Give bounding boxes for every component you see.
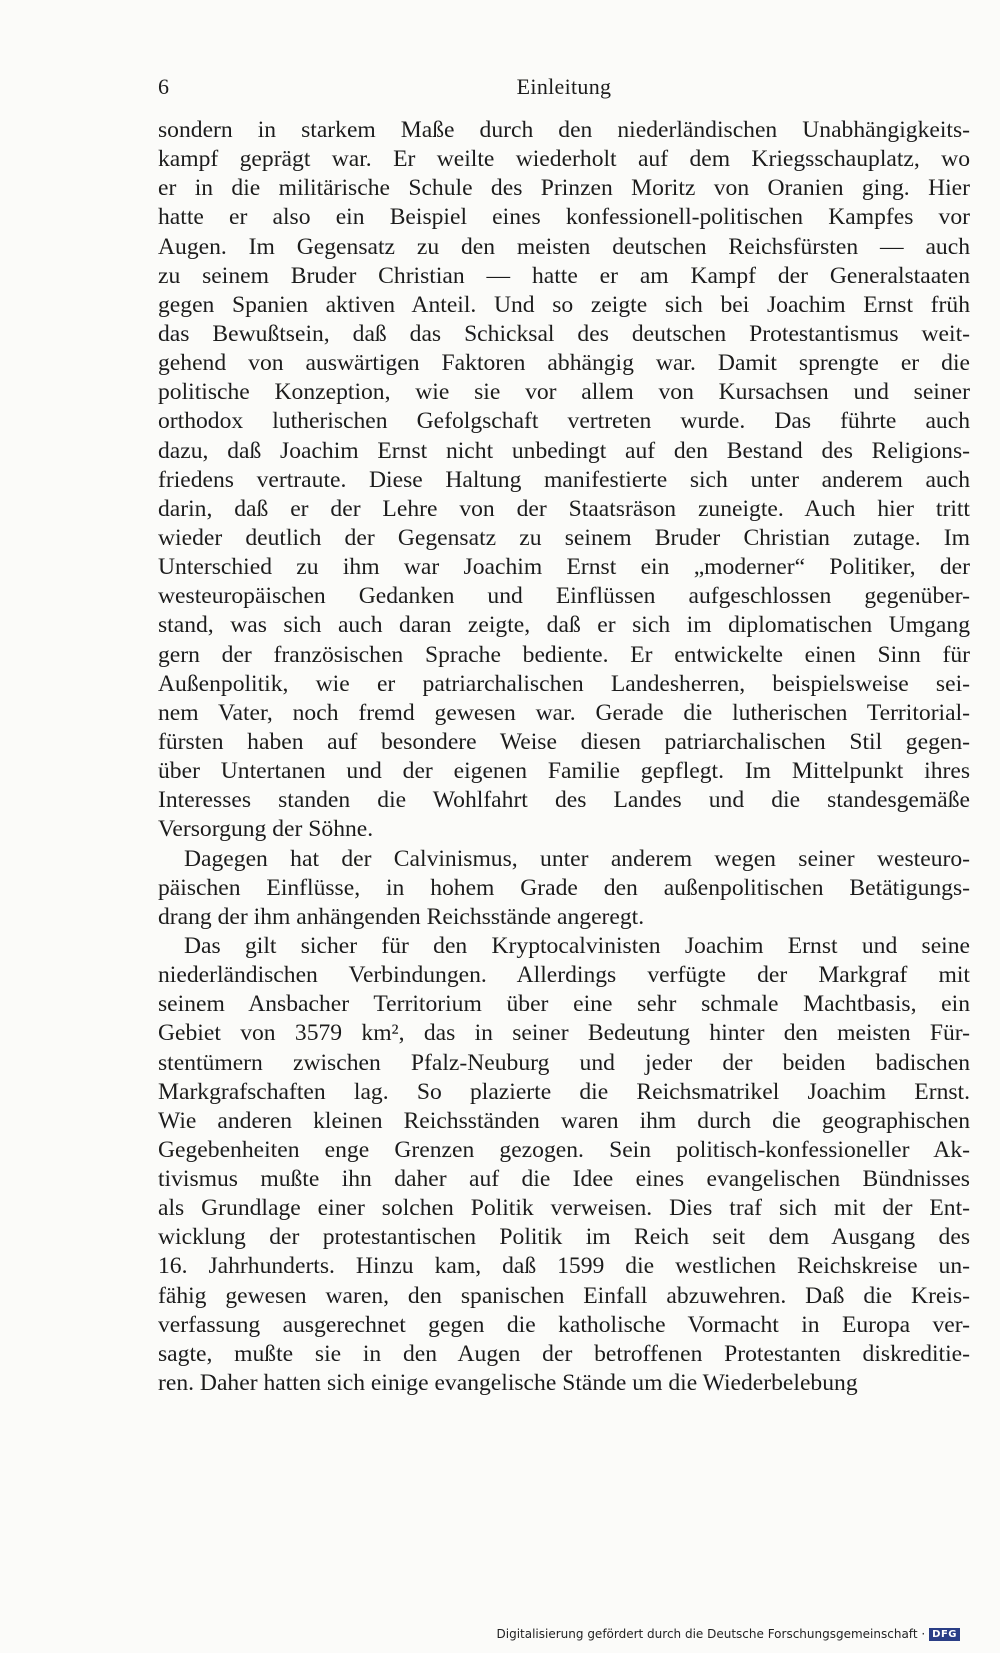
text-line: dazu, daß Joachim Ernst nicht unbedingt auf den Bestand des Religions-	[158, 437, 970, 464]
paragraph	[158, 845, 970, 932]
body-text	[158, 116, 970, 1398]
text-line: sagte, mußte sie in den Augen der betroffenen Protestanten diskreditie-	[158, 1340, 970, 1367]
page-header	[158, 74, 970, 114]
text-line: verfassung ausgerechnet gegen die katholische Vormacht in Europa ver-	[158, 1311, 970, 1338]
text-line: hatte er also ein Beispiel eines konfessionell-politischen Kampfes vor	[158, 204, 970, 231]
text-line: westeuropäischen Gedanken und Einflüssen aufgeschlossen gegenüber-	[158, 583, 970, 610]
text-line: Das gilt sicher für den Kryptocalvinisten Joachim Ernst und seine	[184, 932, 970, 959]
text-line: ren. Daher hatten sich einige evangelische Stände um die Wiederbelebung	[158, 1370, 858, 1397]
text-line: gegen Spanien aktiven Anteil. Und so zeigte sich bei Joachim Ernst früh	[158, 291, 970, 318]
text-line: nem Vater, noch fremd gewesen war. Gerade die lutherischen Territorial-	[158, 699, 970, 726]
text-line: über Untertanen und der eigenen Familie gepflegt. Im Mittelpunkt ihres	[158, 758, 970, 785]
paragraph	[158, 932, 970, 1398]
text-line: zu seinem Bruder Christian — hatte er am Kampf der Generalstaaten	[158, 262, 970, 289]
text-line: kampf geprägt war. Er weilte wiederholt auf dem Kriegsschauplatz, wo	[158, 146, 970, 173]
text-line: tivismus mußte ihn daher auf die Idee eines evangelischen Bündnisses	[158, 1166, 970, 1193]
text-line: stentümern zwischen Pfalz-Neuburg und jeder der beiden badischen	[158, 1049, 970, 1076]
text-line: seinem Ansbacher Territorium über eine sehr schmale Machtbasis, ein	[158, 991, 970, 1018]
text-line: Augen. Im Gegensatz zu den meisten deutschen Reichsfürsten — auch	[158, 233, 970, 260]
text-line: päischen Einflüsse, in hohem Grade den außenpolitischen Betätigungs-	[158, 874, 970, 901]
text-line: das Bewußtsein, daß das Schicksal des deutschen Protestantismus weit-	[158, 320, 970, 347]
text-line: drang der ihm anhängenden Reichsstände angeregt.	[158, 903, 645, 930]
page-number: 6	[158, 74, 169, 99]
text-line: fähig gewesen waren, den spanischen Einfall abzuwehren. Daß die Kreis-	[158, 1282, 970, 1309]
dfg-logo: DFG	[929, 1628, 960, 1641]
text-line: Markgrafschaften lag. So plazierte die Reichsmatrikel Joachim Ernst.	[158, 1078, 970, 1105]
text-line: Außenpolitik, wie er patriarchalischen Landesherren, beispielsweise sei-	[158, 670, 970, 697]
text-line: Wie anderen kleinen Reichsständen waren ihm durch die geographischen	[158, 1107, 970, 1134]
text-line: gern der französischen Sprache bediente. Er entwickelte einen Sinn für	[158, 641, 970, 668]
text-line: gehend von auswärtigen Faktoren abhängig war. Damit sprengte er die	[158, 350, 970, 377]
text-line: niederländischen Verbindungen. Allerdings verfügte der Markgraf mit	[158, 962, 970, 989]
text-line: fürsten haben auf besondere Weise diesen patriarchalischen Stil gegen-	[158, 728, 970, 755]
text-line: als Grundlage einer solchen Politik verweisen. Dies traf sich mit der Ent-	[158, 1195, 970, 1222]
text-line: darin, daß er der Lehre von der Staatsräson zuneigte. Auch hier tritt	[158, 495, 970, 522]
text-line: Versorgung der Söhne.	[158, 816, 374, 843]
footer-credit-text: Digitalisierung gefördert durch die Deutsche Forschungsgemeinschaft ·	[496, 1627, 926, 1641]
text-line: Interesses standen die Wohlfahrt des Landes und die standesgemäße	[158, 787, 970, 814]
running-head: Einleitung	[516, 74, 612, 99]
text-line: Gebiet von 3579 km², das in seiner Bedeutung hinter den meisten Für-	[158, 1020, 970, 1047]
digitization-footer	[497, 1627, 960, 1641]
text-line: politische Konzeption, wie sie vor allem von Kursachsen und seiner	[158, 379, 970, 406]
text-line: friedens vertraute. Diese Haltung manifestierte sich unter anderem auch	[158, 466, 970, 493]
text-line: orthodox lutherischen Gefolgschaft vertreten wurde. Das führte auch	[158, 408, 970, 435]
text-line: Unterschied zu ihm war Joachim Ernst ein „moderner“ Politiker, der	[158, 554, 970, 581]
text-line: Dagegen hat der Calvinismus, unter anderem wegen seiner westeuro-	[184, 845, 970, 872]
text-line: wieder deutlich der Gegensatz zu seinem Bruder Christian zutage. Im	[158, 524, 970, 551]
paragraph	[158, 116, 970, 845]
text-line: Gegebenheiten enge Grenzen gezogen. Sein politisch-konfessioneller Ak-	[158, 1136, 970, 1163]
text-line: sondern in starkem Maße durch den niederländischen Unabhängigkeits-	[158, 117, 970, 143]
text-line: stand, was sich auch daran zeigte, daß er sich im diplomatischen Umgang	[158, 612, 970, 639]
text-line: 16. Jahrhunderts. Hinzu kam, daß 1599 die westlichen Reichskreise un-	[158, 1253, 970, 1280]
text-line: er in die militärische Schule des Prinzen Moritz von Oranien ging. Hier	[158, 175, 970, 202]
text-line: wicklung der protestantischen Politik im Reich seit dem Ausgang des	[158, 1224, 970, 1251]
